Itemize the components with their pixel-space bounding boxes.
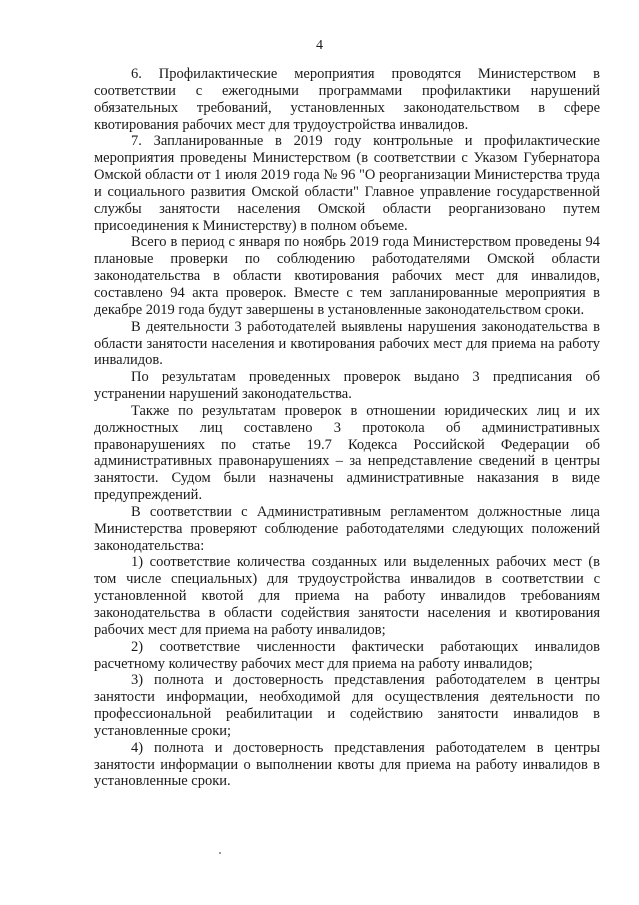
paragraph-violations: В деятельности 3 работодателей выявлены нарушения законодательства в области занятости населения и квотирования рабочих мест для приема на работу инвалидов. [94, 318, 600, 369]
paragraph-orders: По результатам проведенных проверок выдано 3 предписания об устранении нарушений законодательства. [94, 369, 600, 403]
list-item: 3) полнота и достоверность представления работодателем в центры занятости информации, необходимой для осуществления деятельности по профессиональной реабилитации и содействию занятости инвалидов в установленные сроки; [94, 672, 600, 739]
paragraph-protocols: Также по результатам проверок в отношении юридических лиц и их должностных лиц составлено 3 протокола об административных правонарушениях по статье 19.7 Кодекса Российской Федерации об административных правонарушениях – за непредставление сведений в центры занятости. Судом были назначены административные наказания в виде предупреждений. [94, 402, 600, 504]
paragraph-preventive-measures: 6. Профилактические мероприятия проводятся Министерством в соответствии с ежегодными программами профилактики нарушений обязательных требований, установленных законодательством в сфере квотирования рабочих мест для трудоустройства инвалидов. [94, 66, 600, 133]
page-number: 4 [316, 38, 323, 53]
paragraph-planned-measures: 7. Запланированные в 2019 году контрольные и профилактические мероприятия проведены Министерством (в соответствии с Указом Губернатора Омской области от 1 июля 2019 года № 96 "О реорганизации Министерства труда и социального развития Омской области" Главное управление государственной службы занятости населения Омской области реорганизовано путем присоединения к Министерству) в полном объеме. [94, 133, 600, 234]
scan-speck [219, 852, 221, 854]
list-item: 1) соответствие количества созданных или выделенных рабочих мест (в том числе специальных) для трудоустройства инвалидов в соответствии с установленной квотой для приема на работу инвалидов требованиям законодательства в области содействия занятости населения и квотирования рабочих мест для приема на работу инвалидов; [94, 554, 600, 638]
list-item: 4) полнота и достоверность представления работодателем в центры занятости информации о выполнении квоты для приема на работу инвалидов в установленные сроки. [94, 739, 600, 790]
paragraph-inspections-total: Всего в период с января по ноябрь 2019 года Министерством проведены 94 плановые проверки по соблюдению работодателями Омской области законодательства в области квотирования рабочих мест для инвалидов, составлено 94 акта проверок. Вместе с тем запланированные мероприятия в декабре 2019 года будут завершены в установленные законодательством сроки. [94, 234, 600, 318]
list-item: 2) соответствие численности фактически работающих инвалидов расчетному количеству рабочих мест для приема на работу инвалидов; [94, 638, 600, 672]
document-body [94, 66, 600, 790]
paragraph-regulation-intro: В соответствии с Административным регламентом должностные лица Министерства проверяют соблюдение работодателями следующих положений законодательства: [94, 503, 600, 554]
